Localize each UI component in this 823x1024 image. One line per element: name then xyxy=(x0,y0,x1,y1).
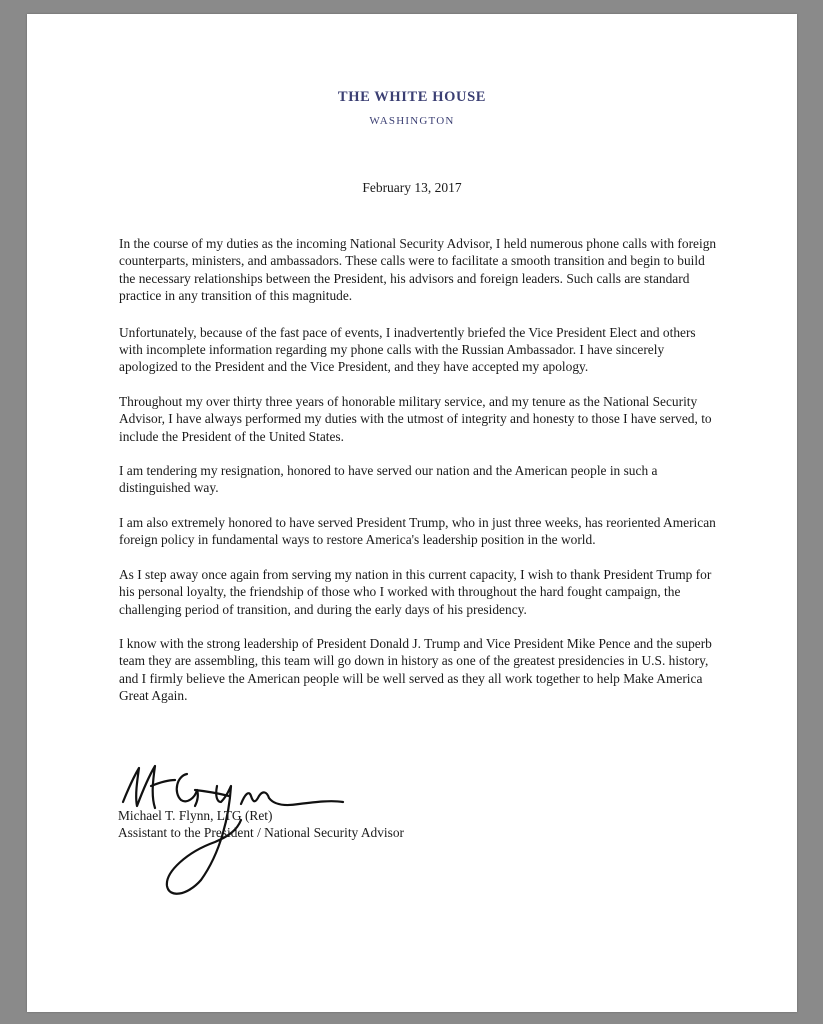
letterhead-title: THE WHITE HOUSE xyxy=(337,89,487,105)
letterhead-location: WASHINGTON xyxy=(369,115,455,127)
letter-page xyxy=(27,14,797,1012)
signatory-name: Michael T. Flynn, LTG (Ret) xyxy=(118,808,273,823)
letter-paragraph: In the course of my duties as the incoming National Security Advisor, I held numerous phone calls with foreign counterparts, ministers, and ambassadors. These calls were to facilitate a smooth transition and begin to build the necessary relationships between the President, his advisors and foreign leaders. Such calls are standard practice in any transition of this magnitude. xyxy=(119,236,717,304)
letter-date: February 13, 2017 xyxy=(362,180,462,195)
letter-body xyxy=(119,235,719,722)
letter-paragraph: Throughout my over thirty three years of honorable military service, and my tenure as the National Security Advisor, I have always performed my duties with the utmost of integrity and honesty to those I have served, to include the President of the United States. xyxy=(119,393,712,444)
signatory-title: Assistant to the President / National Security Advisor xyxy=(118,825,405,840)
letter-paragraph: I am also extremely honored to have served President Trump, who in just three weeks, has reoriented American foreign policy in fundamental ways to restore America's leadership position in the world. xyxy=(119,514,716,548)
letter-paragraph: As I step away once again from serving my nation in this current capacity, I wish to thank President Trump for his personal loyalty, the friendship of those who I worked with throughout the hard fought campaign, the challenging period of transition, and during the early days of his presidency. xyxy=(119,566,712,617)
letter-paragraph: Unfortunately, because of the fast pace of events, I inadvertently briefed the Vice President Elect and others with incomplete information regarding my phone calls with the Russian Ambassador. I have sincerely apologized to the President and the Vice President, and they have accepted my apology. xyxy=(119,324,696,375)
letter-paragraph: I know with the strong leadership of President Donald J. Trump and Vice President Mike Pence and the superb team they are assembling, this team will go down in history as one of the greatest presidencies in U.S. history, and I firmly believe the American people will be well served as they all work together to help Make America Great Again. xyxy=(119,635,712,704)
letter-paragraph: I am tendering my resignation, honored to have served our nation and the American people in such a distinguished way. xyxy=(119,463,658,496)
